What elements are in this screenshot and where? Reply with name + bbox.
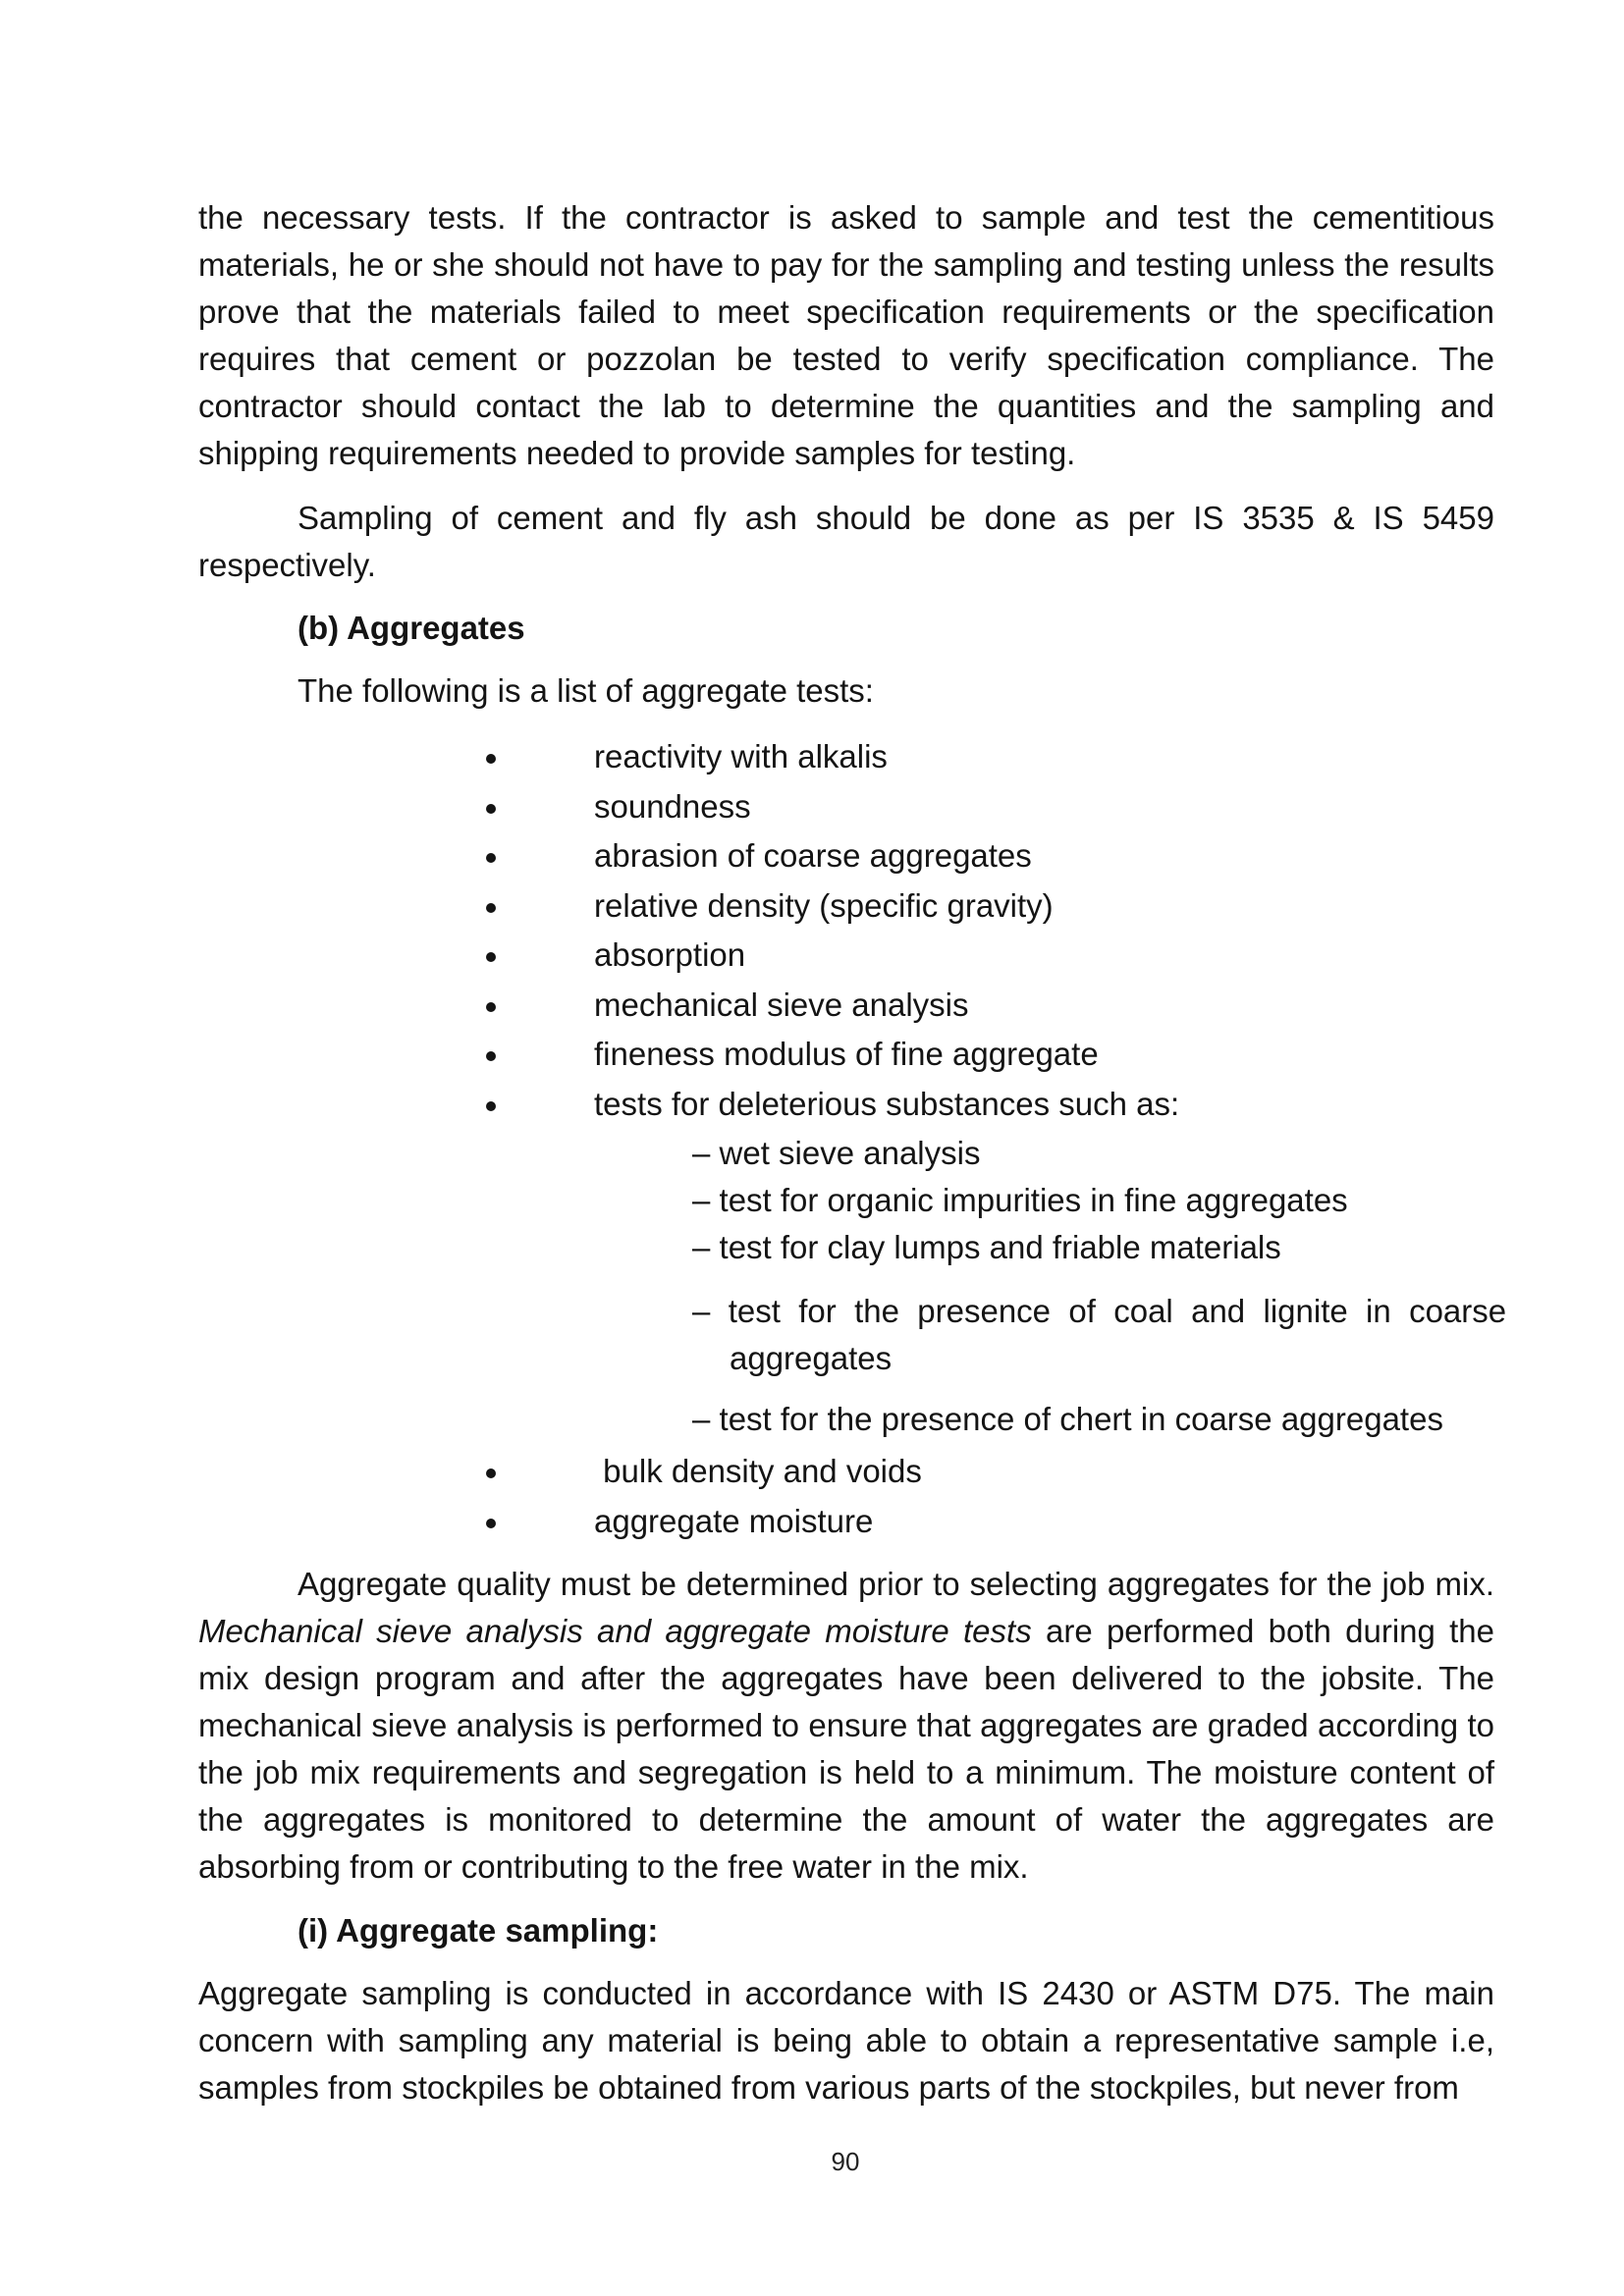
sub-list-item-line: – test for the presence of coal and lignite in coarse: [692, 1293, 1507, 1329]
paragraph-aggregate-sampling: Aggregate sampling is conducted in accordance with IS 2430 or ASTM D75. The main concern with sampling any material is being able to obtain a representative sample i.e, samples from stockpiles be obtained from various parts of the stockpiles, but never from: [198, 1975, 1494, 2106]
list-item-text: relative density (specific gravity): [594, 886, 1054, 924]
list-item-text: tests for deleterious substances such as:: [594, 1085, 1180, 1122]
paragraph-text: are performed both during the mix design program and after the aggregates have been delivered to the jobsite. The mechanical sieve analysis is performed to ensure that aggregates are graded according to the job mix requirements and segregation is held to a minimum. The moisture content of the aggregates is monitored to determine the amount of water the aggregates are absorbing from or contributing to the free water in the mix.: [198, 1613, 1494, 1885]
page-number: 90: [831, 2147, 860, 2176]
list-item-text: aggregate moisture: [594, 1502, 874, 1539]
list-item-text: soundness: [594, 787, 751, 825]
paragraph-emphasis: Mechanical sieve analysis and aggregate moisture tests: [198, 1613, 1032, 1649]
deleterious-tests-list: [692, 1130, 1348, 1271]
sub-list-item: – test for organic impurities in fine aggregates: [692, 1182, 1348, 1218]
list-item-text: reactivity with alkalis: [594, 738, 888, 774]
list-item-text: abrasion of coarse aggregates: [594, 837, 1032, 874]
paragraph-aggregate-quality: [198, 1561, 1494, 1891]
list-item-text: absorption: [594, 936, 746, 973]
list-intro: The following is a list of aggregate tests:: [298, 672, 874, 709]
list-item-text: mechanical sieve analysis: [594, 986, 969, 1023]
sub-list-item-chert: – test for the presence of chert in coarse aggregates: [692, 1401, 1443, 1437]
list-item-text: bulk density and voids: [594, 1453, 922, 1489]
heading-aggregates: (b) Aggregates: [298, 610, 525, 646]
paragraph-sampling-cement: Sampling of cement and fly ash should be done as per IS 3535 & IS 5459 respectively.: [198, 500, 1494, 583]
list-item-text: fineness modulus of fine aggregate: [594, 1036, 1099, 1072]
paragraph-text: Aggregate quality must be determined prior to selecting aggregates for the job mix.: [298, 1566, 1494, 1602]
paragraph-cementitious-testing: the necessary tests. If the contractor is asked to sample and test the cementitious materials, he or she should not have to pay for the sampling and testing unless the results prove that the materials failed to meet specification requirements or the specification requires that cement or pozzolan be tested to verify specification compliance. The contractor should contact the lab to determine the quantities and the sampling and shipping requirements needed to provide samples for testing.: [198, 199, 1494, 471]
heading-aggregate-sampling: (i) Aggregate sampling:: [298, 1912, 659, 1949]
sub-list-item: – wet sieve analysis: [692, 1135, 981, 1171]
sub-list-item-continuation: aggregates: [730, 1340, 893, 1376]
sub-list-item: – test for clay lumps and friable materials: [692, 1229, 1281, 1265]
sub-list-item-coal-lignite: [692, 1288, 1507, 1382]
